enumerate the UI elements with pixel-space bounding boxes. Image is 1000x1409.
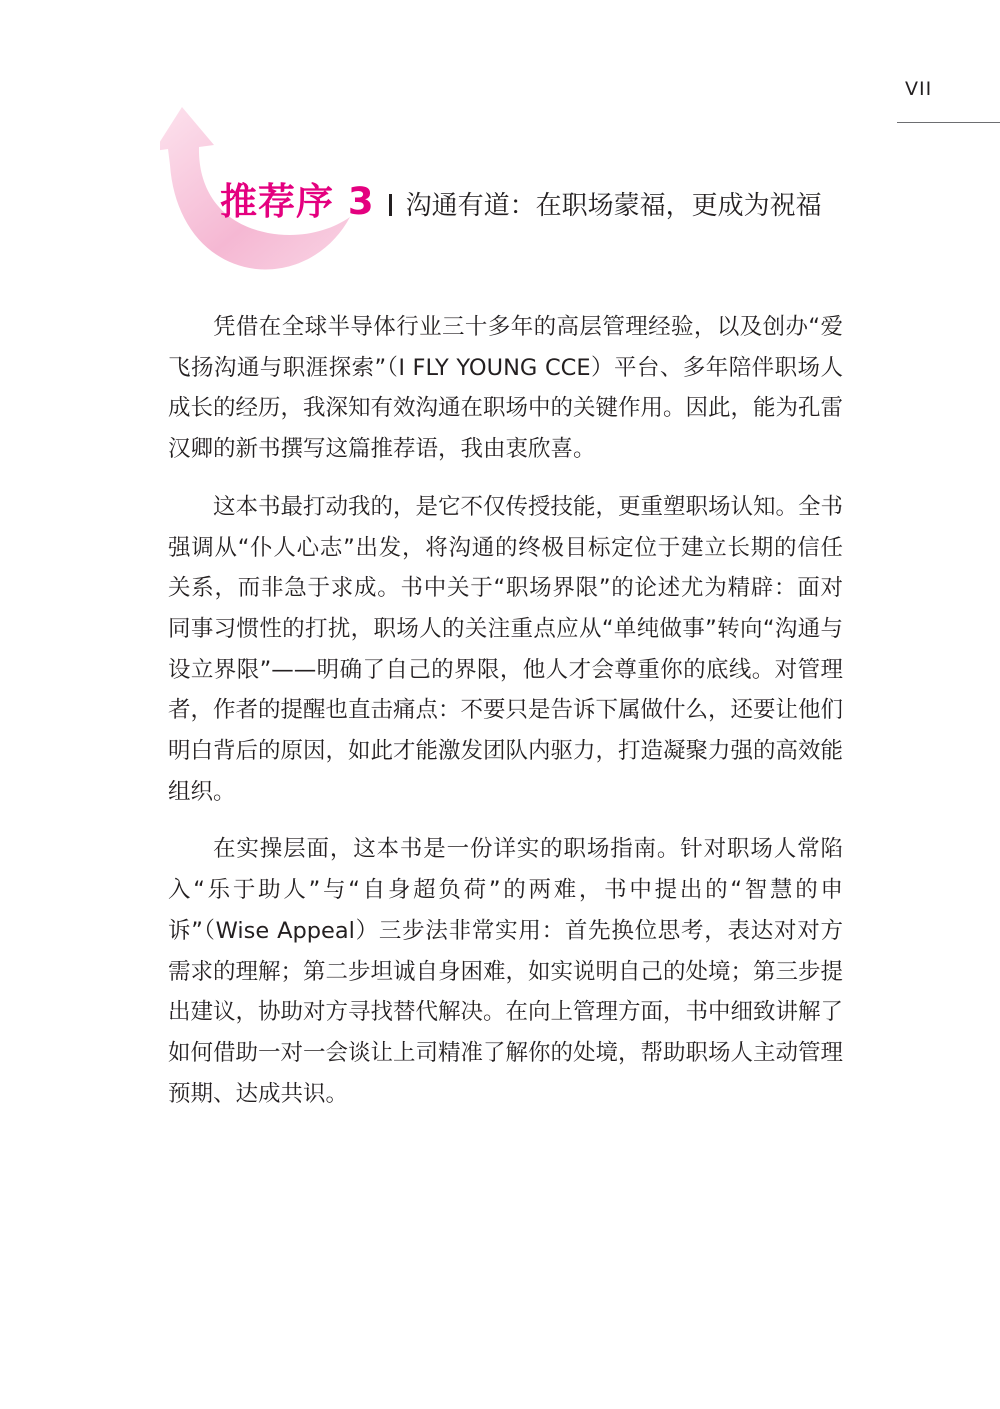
- title-main: 推荐序 3: [220, 180, 375, 223]
- title-subtitle: 沟通有道：在职场蒙福，更成为祝福: [405, 191, 822, 221]
- paragraph-3: 在实操层面，这本书是一份详实的职场指南。针对职场人常陷入“乐于助人”与“自身超负荷”的两难，书中提出的“智慧的申诉”（Wise Appeal）三步法非常实用：首先换位思考，表达对对方需求的理解；第二步坦诚自身困难，如实说明自己的处境；第三步提出建议，协助对方寻找替代解决。在向上管理方面，书中细致讲解了如何借助一对一会谈让上司精准了解你的处境，帮助职场人主动管理预期、达成共识。: [168, 836, 844, 1107]
- section-title: [220, 171, 940, 231]
- body-text: [168, 307, 843, 1131]
- paragraph-2: 这本书最打动我的，是它不仅传授技能，更重塑职场认知。全书强调从“仆人心志”出发，将沟通的终极目标定位于建立长期的信任关系，而非急于求成。书中关于“职场界限”的论述尤为精辟：面对同事习惯性的打扰，职场人的关注重点应从“单纯做事”转向“沟通与设立界限”——明确了自己的界限，他人才会尊重你的底线。对管理者，作者的提醒也直击痛点：不要只是告诉下属做什么，还要让他们明白背后的原因，如此才能激发团队内驱力，打造凝聚力强的高效能组织。: [168, 493, 844, 805]
- page-number: VII: [905, 78, 933, 100]
- title-separator: [389, 194, 392, 216]
- paragraph-1: 凭借在全球半导体行业三十多年的高层管理经验，以及创办“爱飞扬沟通与职涯探索”（I FLY YOUNG CCE）平台、多年陪伴职场人成长的经历，我深知有效沟通在职场中的关键作用。因此，能为孔雷汉卿的新书撰写这篇推荐语，我由衷欣喜。: [168, 314, 844, 463]
- page-number-rule: [897, 122, 1000, 123]
